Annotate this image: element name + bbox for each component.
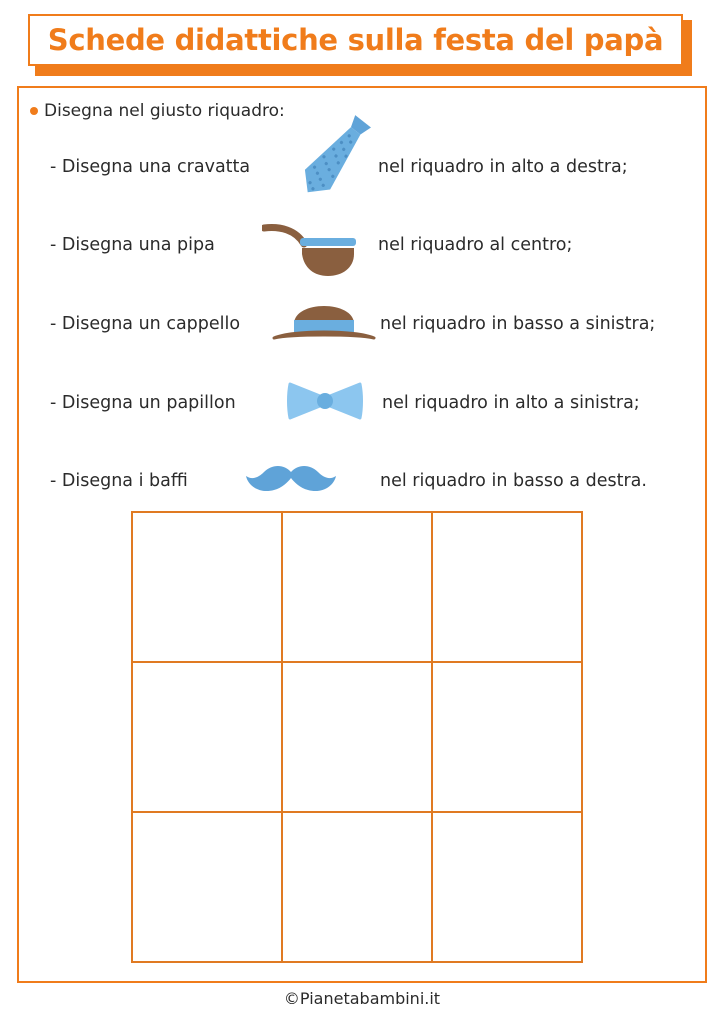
instruction-mustache-prefix: - Disegna i baffi xyxy=(50,471,188,491)
instruction-bowtie-prefix: - Disegna un papillon xyxy=(50,393,236,413)
mustache-icon xyxy=(244,462,338,496)
grid-cell-bottom-right[interactable] xyxy=(432,812,582,962)
grid-cell-middle-left[interactable] xyxy=(132,662,282,812)
grid-cell-top-center[interactable] xyxy=(282,512,432,662)
title-box xyxy=(28,14,683,66)
tie-icon xyxy=(296,108,376,204)
instruction-hat-suffix: nel riquadro in basso a sinistra; xyxy=(380,314,656,334)
instruction-tie-prefix: - Disegna una cravatta xyxy=(50,157,251,177)
footer-credit: ©Pianetabambini.it xyxy=(283,989,441,1008)
instruction-bowtie-suffix: nel riquadro in alto a sinistra; xyxy=(382,393,640,413)
grid-cell-center[interactable] xyxy=(282,662,432,812)
grid-cell-top-right[interactable] xyxy=(432,512,582,662)
instruction-pipe-prefix: - Disegna una pipa xyxy=(50,235,215,255)
bullet-dot xyxy=(30,107,38,115)
grid-cell-top-left[interactable] xyxy=(132,512,282,662)
hat-icon xyxy=(272,292,376,348)
page-title: Schede didattiche sulla festa del papà xyxy=(47,23,664,57)
intro-line xyxy=(30,101,285,121)
drawing-grid xyxy=(131,511,583,963)
pipe-icon xyxy=(262,220,362,280)
instruction-hat-prefix: - Disegna un cappello xyxy=(50,314,241,334)
grid-cell-bottom-left[interactable] xyxy=(132,812,282,962)
bowtie-icon xyxy=(286,380,364,422)
grid-cell-bottom-center[interactable] xyxy=(282,812,432,962)
instruction-mustache-suffix: nel riquadro in basso a destra. xyxy=(380,471,647,491)
instruction-tie-suffix: nel riquadro in alto a destra; xyxy=(378,157,628,177)
intro-text: Disegna nel giusto riquadro: xyxy=(44,101,285,121)
grid-cell-middle-right[interactable] xyxy=(432,662,582,812)
instruction-pipe-suffix: nel riquadro al centro; xyxy=(378,235,573,255)
